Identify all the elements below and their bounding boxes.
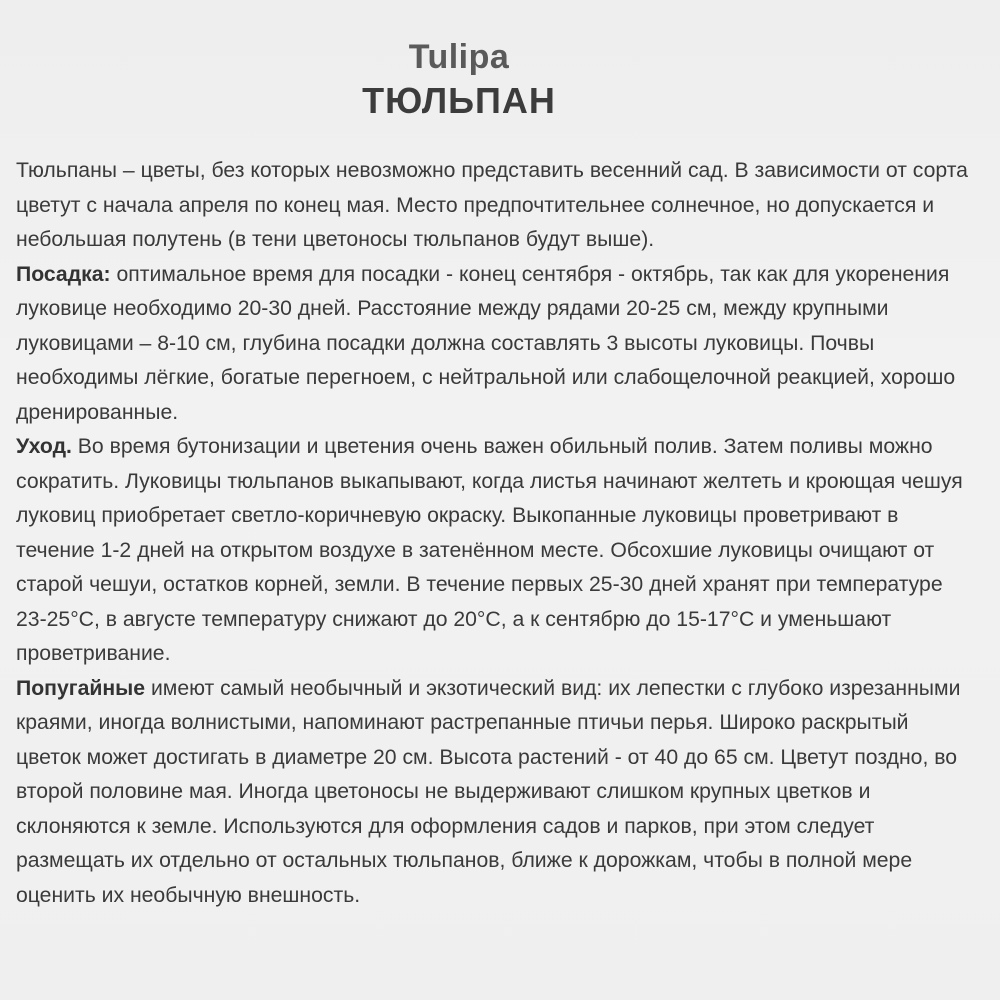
description-text bbox=[16, 154, 978, 913]
planting-label: Посадка: bbox=[16, 262, 111, 286]
parrot-label: Попугайные bbox=[16, 676, 146, 700]
planting-paragraph bbox=[16, 258, 978, 431]
parrot-text: имеют самый необычный и экзотический вид: их лепестки с глубоко изрезанными краями, иногда волнистыми, напоминают растрепанные птичьи перья. Широко раскрытый цветок может достигать в диаметре 20 см. Высота растений - от 40 до 65 см. Цветут поздно, во второй половине мая. Иногда цветоносы не выдерживают слишком крупных цветков и склоняются к земле. Используются для оформления садов и парков, при этом следует размещать их отдельно от остальных тюльпанов, ближе к дорожкам, чтобы в полной мере оценить их необычную внешность. bbox=[16, 676, 961, 907]
planting-text: оптимальное время для посадки - конец сентября - октябрь, так как для укоренения луковице необходимо 20-30 дней. Расстояние между рядами 20-25 см, между крупными луковицами – 8-10 см, глубина посадки должна составлять 3 высоты луковицы. Почвы необходимы лёгкие, богатые перегноем, с нейтральной или слабощелочной реакцией, хорошо дренированные. bbox=[16, 262, 956, 424]
common-name: ТЮЛЬПАН bbox=[362, 80, 556, 121]
care-label: Уход. bbox=[16, 435, 72, 458]
title-block bbox=[16, 0, 978, 124]
care-text: Во время бутонизации и цветения очень важен обильный полив. Затем поливы можно сократить. Луковицы тюльпанов выкапывают, когда листья начинают желтеть и кроющая чешуя луковиц приобретает светло-коричневую окраску. Выкопанные луковицы проветривают в течение 1-2 дней на открытом воздухе в затенённом месте. Обсохшие луковицы очищают от старой чешуи, остатков корней, земли. В течение первых 25-30 дней хранят при температуре 23-25°С, в августе температуру снижают до 20°С, а к сентябрю до 15-17°С и уменьшают проветривание. bbox=[16, 435, 963, 665]
parrot-paragraph bbox=[16, 672, 978, 914]
latin-name: Tulipa bbox=[408, 38, 510, 76]
care-paragraph bbox=[16, 430, 978, 672]
intro-paragraph: Тюльпаны – цветы, без которых невозможно представить весенний сад. В зависимости от сорта цветут с начала апреля по конец мая. Место предпочтительнее солнечное, но допускается и небольшая полутень (в тени цветоносы тюльпанов будут выше). bbox=[16, 159, 968, 251]
